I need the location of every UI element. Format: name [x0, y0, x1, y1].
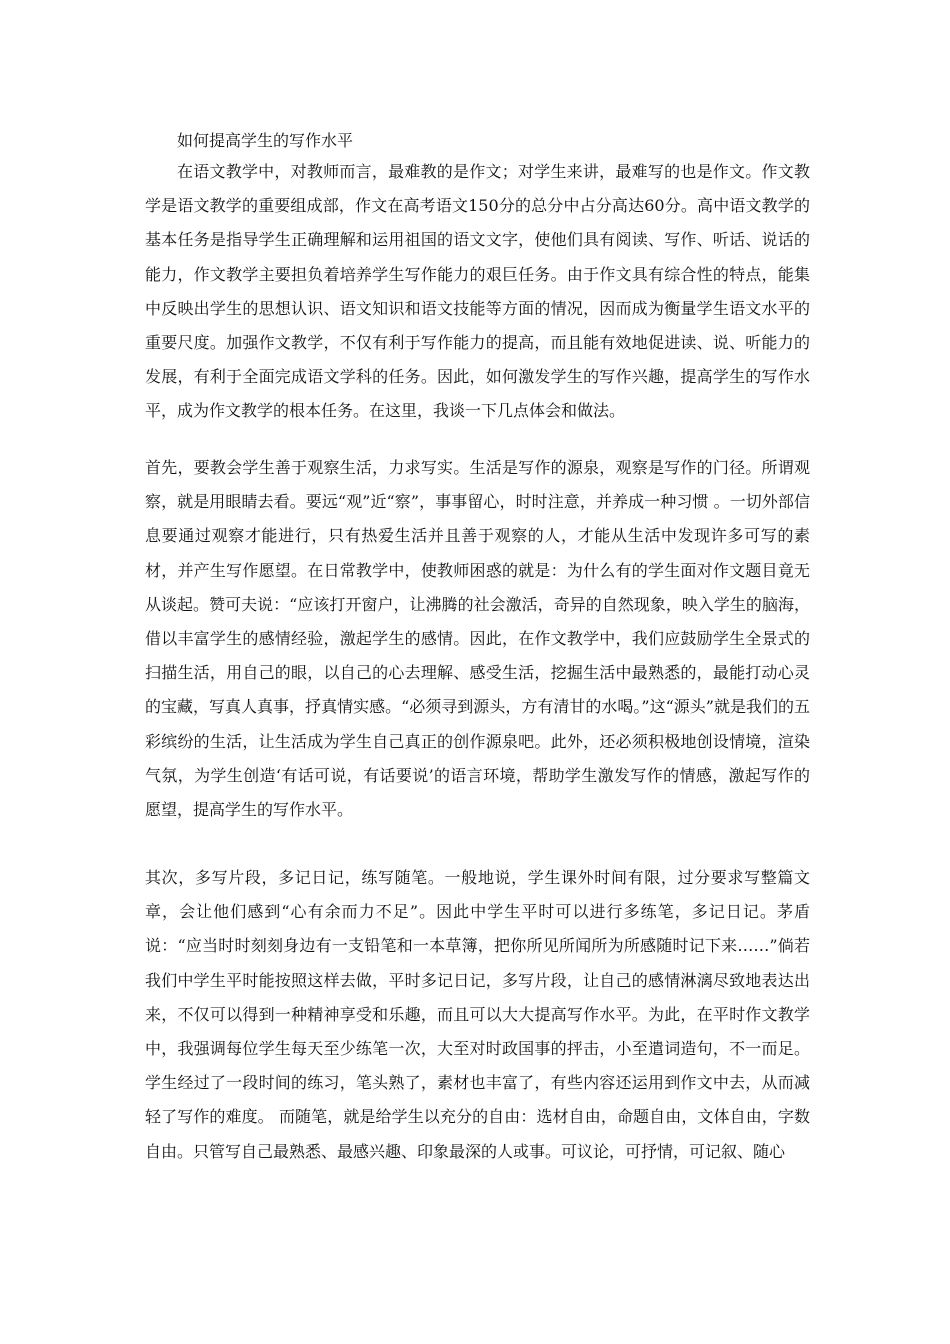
paragraph-observation: 首先，要教会学生善于观察生活，力求写实。生活是写作的源泉，观察是写作的门径。所谓观察，就是用眼睛去看。要远“观”近“察”，事事留心，时时注意，并养成一种习惯 。一切外部信息要通过观察才能进行，只有热爱生活并且善于观察的人，才能从生活中发现许多可写的素材，并产生写作愿望。在日常教学中，使教师困惑的就是：为什么有的学生面对作文题目竟无从谈起。赞可夫说：“应该打开窗户，让沸腾的社会激活，奇异的自然现象，映入学生的脑海，借以丰富学生的感情经验，激起学生的感情。因此，在作文教学中，我们应鼓励学生全景式的扫描生活，用自己的眼，以自己的心去理解、感受生活，挖掘生活中最熟悉的，最能打动心灵的宝藏，写真人真事，抒真情实感。“必须寻到源头，方有清甘的水喝。”这“源头”就是我们的五彩缤纷的生活，让生活成为学生自己真正的创作源泉吧。此外，还必须积极地创设情境，渲染气氛，为学生创造‘有话可说，有话要说’的语言环境，帮助学生激发写作的情感，激起写作的愿望，提高学生的写作水平。	[145, 458, 810, 820]
paragraph-practice: 其次，多写片段，多记日记，练写随笔。一般地说，学生课外时间有限，过分要求写整篇文章，会让他们感到“心有余而力不足”。因此中学生平时可以进行多练笔，多记日记。茅盾说：“应当时时刻刻身边有一支铅笔和一本草簿，把你所见所闻所为所感随时记下来……”倘若我们中学生平时能按照这样去做，平时多记日记，多写片段，让自己的感情淋漓尽致地表达出来，不仅可以得到一种精神享受和乐趣，而且可以大大提高写作水平。为此，在平时作文教学中，我强调每位学生每天至少练笔一次，大至对时政国事的抨击，小至遣词造句，不一而足。学生经过了一段时间的练习，笔头熟了，素材也丰富了，有些内容还运用到作文中去，从而减轻了写作的难度。 而随笔，就是给学生以充分的自由：选材自由，命题自由，文体自由，字数自由。只管写自己最熟悉、最感兴趣、印象最深的人或事。可议论，可抒情，可记叙、随心	[145, 868, 810, 1161]
paragraph-intro: 在语文教学中，对教师而言，最难教的是作文；对学生来讲，最难写的也是作文。作文教学是语文教学的重要组成部，作文在高考语文150分的总分中占分高达60分。高中语文教学的基本任务是指导学生正确理解和运用祖国的语文文字，使他们具有阅读、写作、听话、说话的能力，作文教学主要担负着培养学生写作能力的艰巨任务。由于作文具有综合性的特点，能集中反映出学生的思想认识、语文知识和语文技能等方面的情况，因而成为衡量学生语文水平的重要尺度。加强作文教学，不仅有利于写作能力的提高，而且能有效地促进读、说、听能力的发展，有利于全面完成语文学科的任务。因此，如何激发学生的写作兴趣，提高学生的写作水平，成为作文教学的根本任务。在这里，我谈一下几点体会和做法。	[145, 162, 810, 421]
document-title: 如何提高学生的写作水平	[177, 131, 354, 150]
